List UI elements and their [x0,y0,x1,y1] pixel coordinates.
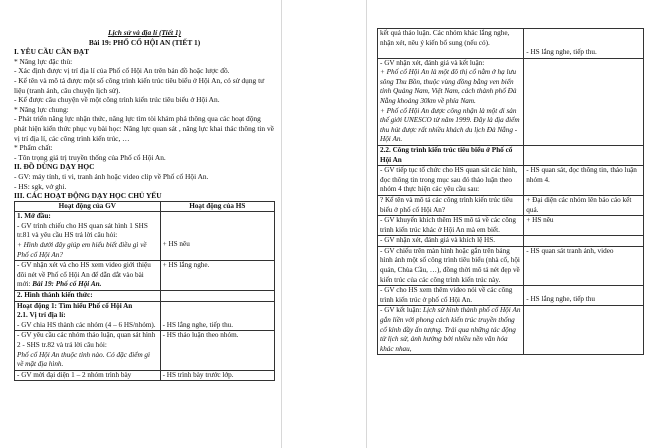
teacher-cell: ? Kể tên và mô tả các công trình kiến trúc tiêu biểu ở phố cổ Hội An? [378,195,524,215]
activity-table-left [14,201,275,382]
table-row [378,145,644,165]
teacher-cell: - GV cho HS xem thêm video nói về các công trình kiến trúc ở phố cổ Hội An. [378,286,524,306]
teacher-cell [15,331,161,370]
section-2-heading: II. ĐỒ DÙNG DẠY HỌC [14,162,95,172]
teacher-cell [378,306,524,355]
teacher-cell: kết quả thảo luận. Các nhóm khác lắng nghe, nhận xét, nêu ý kiến bổ sung (nếu có). [378,29,524,59]
student-cell [160,301,274,331]
student-cell [524,236,644,247]
student-cell [524,286,644,306]
cell-text: - GV nhận xét, đánh giá và kết luận: [380,58,485,67]
sec2-line: - HS: sgk, vở ghi. [14,181,67,191]
table-row [15,212,275,261]
student-cell [160,212,274,261]
student-cell [160,291,274,302]
activity-table-right [377,28,644,355]
table-row [378,166,644,196]
table-row [378,236,644,247]
table-row [378,286,644,306]
table-row [378,195,644,215]
teacher-cell [15,212,161,261]
table-row [15,331,275,370]
cell-text: - HS lắng nghe, tiếp thu. [526,48,597,56]
section-3-heading: III. CÁC HOẠT ĐỘNG DẠY HỌC CHỦ YẾU [14,191,162,201]
student-cell: - HS quan sát, đọc thông tin, thảo luận nhóm 4. [524,166,644,196]
teacher-cell: - GV chiếu trên màn hình hoặc gắn trên bảng hình ảnh một số công trình tiêu biểu (nhà cổ, hội quán, Chùa Cầu, …), đồng thời mô tả nét đẹp về kiến trúc của các công trình kiến trúc này. [378,246,524,285]
student-cell [524,29,644,59]
column-header-student: Hoạt động của HS [160,201,274,212]
section-1-heading: I. YÊU CẦU CẦN ĐẠT [14,47,90,57]
cell-question: Phố cổ Hội An thuộc tỉnh nào. Có đặc điểm gì về mặt địa hình. [17,350,151,369]
teacher-cell: 2. Hình thành kiến thức: [15,291,161,302]
cell-text: - GV trình chiếu cho HS quan sát hình 1 SHS tr.81 và yêu cầu HS trả lời câu hỏi: [17,221,148,240]
teacher-cell [378,58,524,145]
column-header-teacher: Hoạt động của GV [15,201,161,212]
student-cell: - HS thảo luận theo nhóm. [160,331,274,370]
teacher-cell: - GV khuyến khích thêm HS mô tả về các công trình kiến trúc khác ở Hội An mà em biết. [378,216,524,236]
teacher-cell [15,301,161,331]
cell-text: - GV kết luận: [380,306,422,315]
table-row [15,291,275,302]
sec1-line: - Phát triển năng lực nhận thức, năng lực tìm tòi khám phá thông qua các hoạt động phát hiện kiến thức phục vụ bài học: Năng lực quan sát , năng lực khai thác thông tin về vị trí địa lí, các công trình kiến trúc, … [14,114,274,143]
student-cell [524,145,644,165]
table-row [15,301,275,331]
left-content [14,0,275,381]
lesson-title: Bài 19: PHỐ CỔ HỘI AN (TIẾT 1) [88,37,201,47]
student-cell: + HS lắng nghe. [160,261,274,291]
table-header-row [15,201,275,212]
sec1-line: - Tôn trọng giá trị truyền thống của Phố cổ Hội An. [14,152,166,162]
right-content [377,0,644,355]
table-row [378,216,644,236]
student-cell: + HS nêu [524,216,644,236]
table-row [378,306,644,355]
sec1-line: * Năng lực chung: [14,104,69,114]
cell-text: + HS nêu [162,240,190,249]
student-cell: - HS quan sát tranh ảnh, video [524,246,644,285]
cell-text: - GV yêu cầu các nhóm thảo luận, quan sát hình 2 - SHS tr.82 và trả lời câu hỏi: [17,331,156,349]
page-right [366,0,650,448]
cell-lesson-name: Bài 19: Phố cổ Hội An. [32,280,102,289]
table-row [378,246,644,285]
cell-text: - GV chia HS thành các nhóm (4 – 6 HS/nhóm). [17,320,156,329]
sec1-line: * Phẩm chất: [14,143,53,153]
student-cell: + Đại diện các nhóm lên báo cáo kết quả. [524,195,644,215]
teacher-cell [15,261,161,291]
table-row [15,261,275,291]
teacher-cell: - GV mời đại diện 1 – 2 nhóm trình bày [15,370,161,381]
student-cell [524,306,644,355]
page-left [0,0,282,448]
student-cell: - HS trình bày trước lớp. [160,370,274,381]
table-row [378,29,644,59]
teacher-cell: - GV tiếp tục tổ chức cho HS quan sát các hình, đọc thông tin trong mục sau đó thảo luận theo nhóm 4 thực hiện các yêu cầu sau: [378,166,524,196]
page-gap [283,0,365,448]
cell-heading: Hoạt động 1: Tìm hiểu Phố cổ Hội An [17,301,133,310]
teacher-cell: - GV nhận xét, đánh giá và khích lệ HS. [378,236,524,247]
sec2-line: - GV: máy tính, ti vi, tranh ảnh hoặc video clip về Phố cổ Hội An. [14,171,209,181]
sec1-line: * Năng lực đặc thù: [14,56,73,66]
cell-conclusion: + Phố cổ Hội An là một đô thị cổ nằm ở hạ lưu sông Thu Bồn, thuộc vùng đồng bằng ven biển tỉnh Quảng Nam, Việt Nam, cách thành phố Đà Nẵng khoảng 30km về phía Nam. [380,68,517,105]
sec1-line: - Kể được câu chuyện về một công trình kiến trúc tiêu biểu ở Hội An. [14,95,220,105]
sec1-line: - Xác định được vị trí địa lí của Phố cổ Hội An trên bản đồ hoặc lược đồ. [14,66,230,76]
cell-subheading: 2.1. Vị trí địa lí: [17,311,66,320]
teacher-cell: 2.2. Công trình kiến trúc tiêu biểu ở Phố cổ Hội An [378,145,524,165]
table-row [378,58,644,145]
table-row [15,370,275,381]
lesson-subject-title: Lịch sử và địa lí (Tiết 1) [107,28,182,37]
cell-text: - HS lắng nghe, tiếp thu [526,295,595,304]
sec1-line: - Kể tên và mô tả được một số công trình kiến trúc tiêu biểu ở Hội An, có sử dụng tư liệu (tranh ảnh, câu chuyện lịch sử). [14,75,265,95]
cell-conclusion: Lịch sử hình thành phố cổ Hội An gắn liền với phong cách kiến trúc truyền thống cổ kính đầy ấn tượng. Trải qua những tác động từ lịch sử, ảnh hưởng bởi nhiều nền văn hóa khác nhau, [380,306,521,353]
cell-question: + Hình dưới đây giúp em hiểu biết điều gì về Phố cổ Hội An? [17,241,147,259]
cell-conclusion: + Phố cổ Hội An được công nhận là một di sản thế giới UNESCO từ năm 1999. Đây là địa điểm thu hút được rất nhiều khách du lịch Đà Nẵng - Hội An. [380,106,520,144]
cell-text: - HS lắng nghe, tiếp thu. [162,320,234,329]
cell-heading: 1. Mở đầu: [17,212,51,221]
student-cell [524,58,644,145]
cell-text: - GV nhận xét và cho HS xem video giới thiệu đôi nét về Phố cổ Hội An để dẫn dắt vào bài mới: [17,261,151,289]
